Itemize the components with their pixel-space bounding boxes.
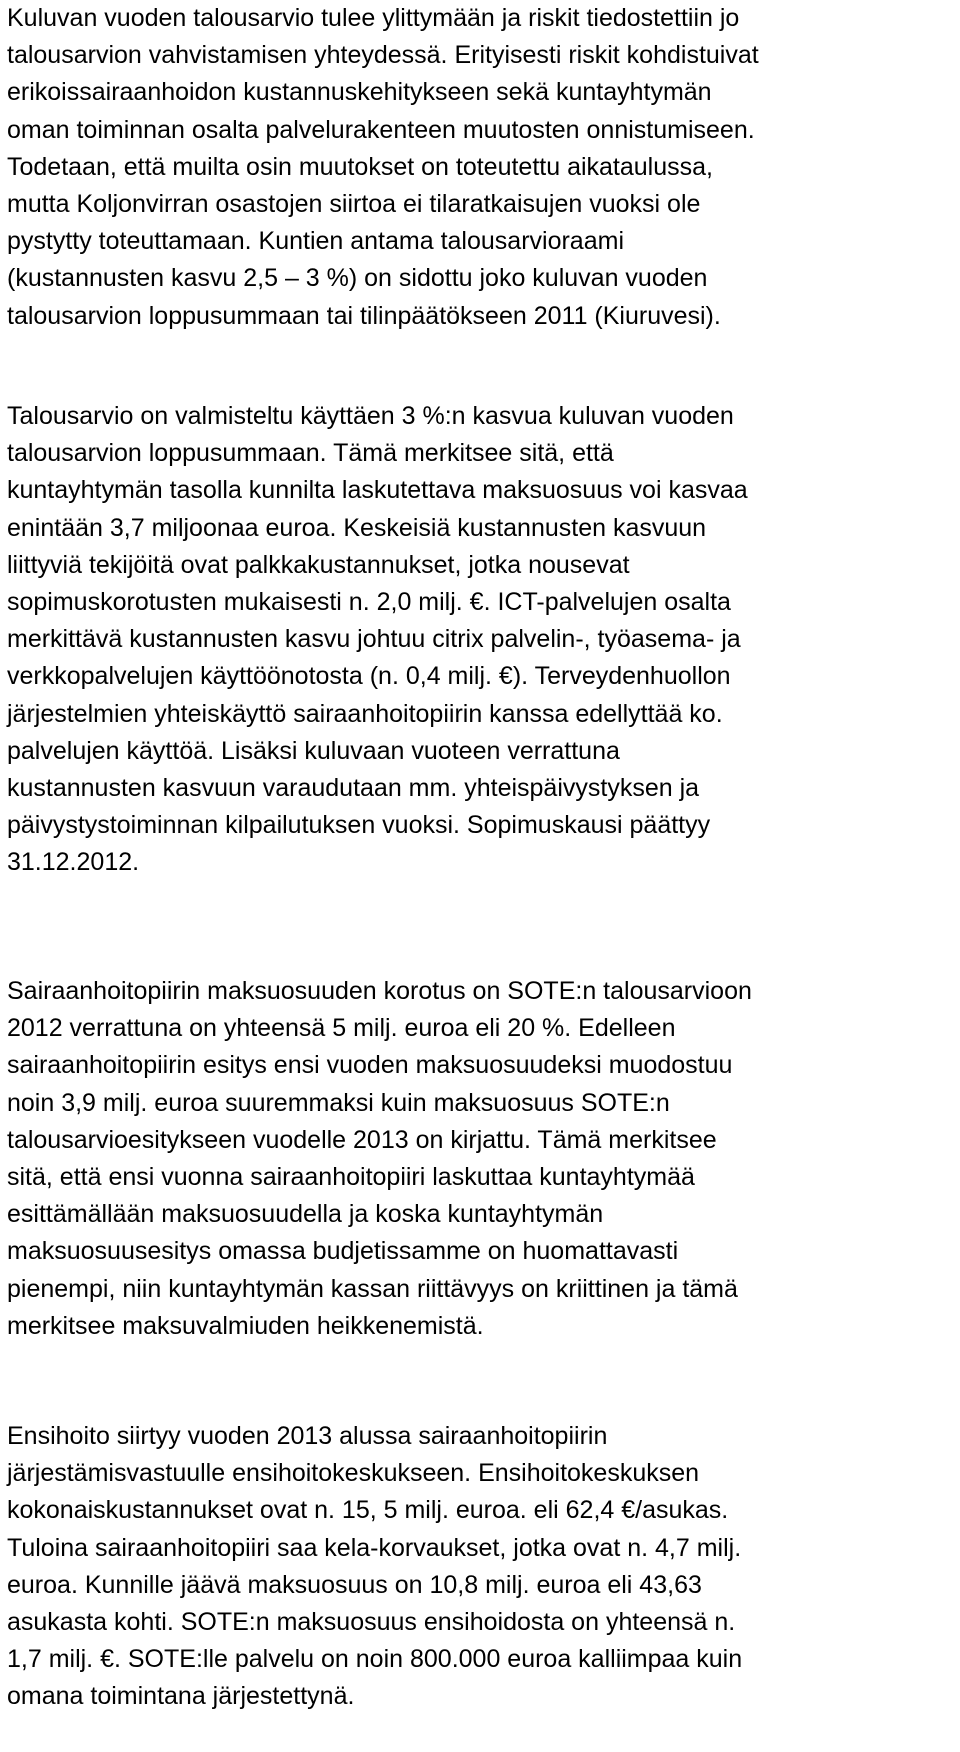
text-line: 2012 verrattuna on yhteensä 5 milj. euroa eli 20 %. Edelleen [7, 1014, 676, 1043]
text-line: esittämällään maksuosuudella ja koska kuntayhtymän [7, 1200, 604, 1229]
text-line: järjestämisvastuulle ensihoitokeskukseen. Ensihoitokeskuksen [7, 1459, 700, 1488]
text-line: enintään 3,7 miljoonaa euroa. Keskeisiä kustannusten kasvuun [7, 513, 707, 542]
text-line: merkitsee maksuvalmiuden heikkenemistä. [7, 1311, 484, 1340]
text-line: pienempi, niin kuntayhtymän kassan riittävyys on kriittinen ja tämä [7, 1274, 738, 1303]
text-line: palvelujen käyttöä. Lisäksi kuluvaan vuoteen verrattuna [7, 736, 620, 765]
text-line: sitä, että ensi vuonna sairaanhoitopiiri laskuttaa kuntayhtymää [7, 1163, 695, 1192]
text-line: asukasta kohti. SOTE:n maksuosuus ensihoidosta on yhteensä n. [7, 1608, 736, 1637]
paragraph-budget-preparation [7, 398, 748, 882]
text-line: kuntayhtymän tasolla kunnilta laskutettava maksuosuus voi kasvaa [7, 476, 748, 505]
text-line: kustannusten kasvuun varaudutaan mm. yhteispäivystyksen ja [7, 774, 700, 803]
text-line: oman toiminnan osalta palvelurakenteen muutosten onnistumiseen. [7, 115, 755, 144]
text-line: euroa. Kunnille jäävä maksuosuus on 10,8 milj. euroa eli 43,63 [7, 1570, 702, 1599]
text-line: 1,7 milj. €. SOTE:lle palvelu on noin 800.000 euroa kalliimpaa kuin [7, 1645, 743, 1674]
text-line: 31.12.2012. [7, 848, 140, 877]
text-line: pystytty toteuttamaan. Kuntien antama talousarvioraami [7, 227, 624, 256]
text-line: Kuluvan vuoden talousarvio tulee ylittymään ja riskit tiedostettiin jo [7, 4, 740, 32]
text-line: Tuloina sairaanhoitopiiri saa kela-korvaukset, jotka ovat n. 4,7 milj. [7, 1533, 742, 1562]
text-line: sairaanhoitopiirin esitys ensi vuoden maksuosuudeksi muodostuu [7, 1051, 733, 1080]
paragraph-hospital-district-fee [7, 973, 752, 1345]
text-line: talousarvion loppusummaan tai tilinpäätökseen 2011 (Kiuruvesi). [7, 301, 721, 330]
text-line: liittyviä tekijöitä ovat palkkakustannukset, jotka nousevat [7, 550, 630, 579]
text-line: talousarvion loppusummaan. Tämä merkitsee sitä, että [7, 439, 614, 468]
text-line: mutta Koljonvirran osastojen siirtoa ei tilaratkaisujen vuoksi ole [7, 190, 701, 219]
text-line: Sairaanhoitopiirin maksuosuuden korotus on SOTE:n talousarvioon [7, 977, 752, 1005]
text-line: järjestelmien yhteiskäyttö sairaanhoitopiirin kanssa edellyttää ko. [7, 699, 723, 728]
text-line: verkkopalvelujen käyttöönotosta (n. 0,4 milj. €). Terveydenhuollon [7, 662, 731, 691]
text-line: sopimuskorotusten mukaisesti n. 2,0 milj. €. ICT-palvelujen osalta [7, 588, 731, 617]
text-line: kokonaiskustannukset ovat n. 15, 5 milj. euroa. eli 62,4 €/asukas. [7, 1496, 729, 1525]
text-line: Todetaan, että muilta osin muutokset on toteutettu aikataulussa, [7, 152, 713, 181]
text-line: omana toimintana järjestettynä. [7, 1682, 355, 1711]
text-line: päivystystoiminnan kilpailutuksen vuoksi. Sopimuskausi päättyy [7, 811, 711, 840]
text-line: talousarvion vahvistamisen yhteydessä. Erityisesti riskit kohdistuivat [7, 41, 759, 70]
text-line: noin 3,9 milj. euroa suuremmaksi kuin maksuosuus SOTE:n [7, 1088, 670, 1117]
paragraph-budget-overrun [7, 0, 759, 335]
text-line: Talousarvio on valmisteltu käyttäen 3 %:n kasvua kuluvan vuoden [7, 402, 734, 430]
text-line: Ensihoito siirtyy vuoden 2013 alussa sairaanhoitopiirin [7, 1422, 608, 1450]
text-line: merkittävä kustannusten kasvu johtuu citrix palvelin-, työasema- ja [7, 625, 741, 654]
text-line: talousarvioesitykseen vuodelle 2013 on kirjattu. Tämä merkitsee [7, 1125, 717, 1154]
paragraph-emergency-care [7, 1418, 742, 1716]
text-line: (kustannusten kasvu 2,5 – 3 %) on sidottu joko kuluvan vuoden [7, 264, 708, 293]
text-line: maksuosuusesitys omassa budjetissamme on huomattavasti [7, 1237, 679, 1266]
text-line: erikoissairaanhoidon kustannuskehitykseen sekä kuntayhtymän [7, 78, 712, 107]
